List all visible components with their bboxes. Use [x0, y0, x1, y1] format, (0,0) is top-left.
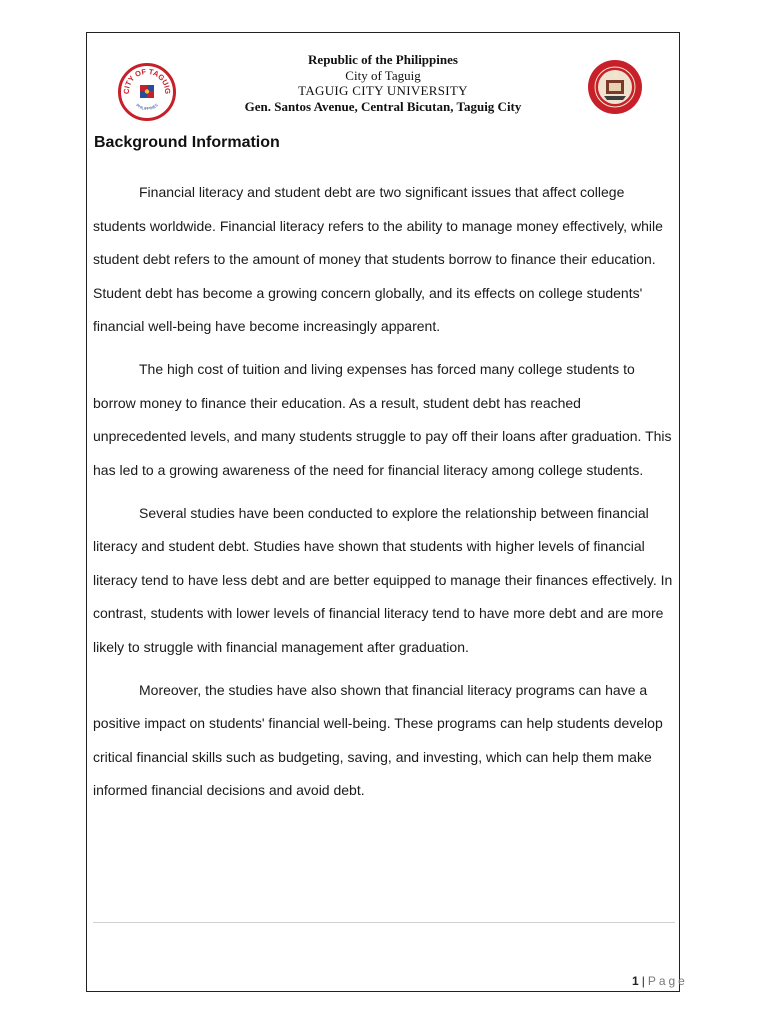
page-number: 1	[632, 974, 639, 988]
paragraph-4: Moreover, the studies have also shown that financial literacy programs can have a positive impact on students' financial well-being. These programs can help students develop critical financial skills such as budgeting, saving, and investing, which can help them make informed financial decisions and avoid debt.	[93, 681, 663, 798]
university-name: TAGUIG CITY UNIVERSITY	[298, 83, 468, 98]
body-text	[93, 176, 673, 817]
footer-divider	[93, 922, 675, 923]
seal-bottom-text: PHILIPPINES	[135, 102, 159, 112]
republic-line: Republic of the Philippines	[308, 52, 458, 67]
city-line: City of Taguig	[345, 67, 421, 83]
address-line: Gen. Santos Avenue, Central Bicutan, Taguig City	[244, 98, 522, 114]
page-label: Page	[647, 974, 688, 988]
letterhead	[86, 52, 680, 114]
section-heading: Background Information	[94, 134, 280, 151]
page-separator: |	[641, 974, 645, 988]
seal-top-text: CITY OF TAGUIG	[121, 66, 173, 95]
paragraph-2: The high cost of tuition and living expenses has forced many college students to borrow money to finance their education. As a result, student debt has reached unprecedented levels, and many students struggle to pay off their loans after graduation. This has led to a growing awareness of the need for financial literacy among college students.	[93, 361, 672, 478]
paragraph-3: Several studies have been conducted to explore the relationship between financial literacy and student debt. Studies have shown that students with higher levels of financial literacy tend to have less debt and are better equipped to manage their finances effectively. In contrast, students with lower levels of financial literacy tend to have more debt and are more likely to struggle with financial management after graduation.	[93, 504, 673, 655]
page-footer	[632, 974, 688, 988]
paragraph-1: Financial literacy and student debt are two significant issues that affect college students worldwide. Financial literacy refers to the ability to manage money effectively, while student debt refers to the amount of money that students borrow to finance their education. Student debt has become a growing concern globally, and its effects on college students' financial well-being have become increasingly apparent.	[93, 184, 663, 334]
